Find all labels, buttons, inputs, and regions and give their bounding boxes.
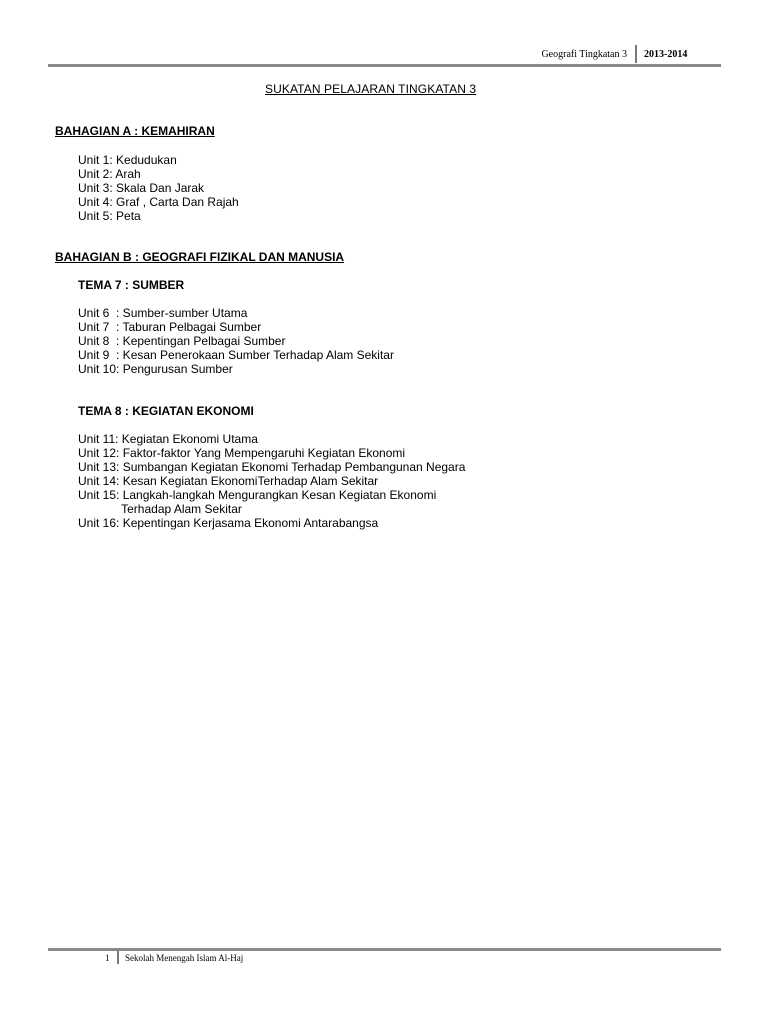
list-item: Unit 10: Pengurusan Sumber <box>78 362 233 376</box>
tema8-heading: TEMA 8 : KEGIATAN EKONOMI <box>78 404 254 418</box>
footer-rule <box>48 948 721 951</box>
section-heading-bahagian-b: BAHAGIAN B : GEOGRAFI FIZIKAL DAN MANUSIA <box>55 250 345 264</box>
tema7-heading: TEMA 7 : SUMBER <box>78 278 185 292</box>
tema7-unit-list <box>78 306 394 376</box>
list-item: Unit 11: Kegiatan Ekonomi Utama <box>78 432 258 446</box>
list-item: Unit 15: Langkah-langkah Mengurangkan Kesan Kegiatan Ekonomi <box>78 488 437 502</box>
header-subject: Geografi Tingkatan 3 <box>541 49 627 60</box>
list-item: Terhadap Alam Sekitar <box>78 502 242 516</box>
header-divider <box>635 45 637 63</box>
list-item: Unit 7 : Taburan Pelbagai Sumber <box>78 320 262 334</box>
header-rule <box>48 64 721 67</box>
list-item: Unit 12: Faktor-faktor Yang Mempengaruhi Kegiatan Ekonomi <box>78 446 406 460</box>
list-item: Unit 16: Kepentingan Kerjasama Ekonomi Antarabangsa <box>78 516 379 530</box>
list-item: Unit 4: Graf , Carta Dan Rajah <box>78 195 239 209</box>
section-heading-bahagian-a: BAHAGIAN A : KEMAHIRAN <box>55 124 215 138</box>
document-title: SUKATAN PELAJARAN TINGKATAN 3 <box>265 82 477 96</box>
list-item: Unit 9 : Kesan Penerokaan Sumber Terhadap Alam Sekitar <box>78 348 394 362</box>
footer-school-name: Sekolah Menengah Islam Al-Haj <box>125 953 244 963</box>
list-item: Unit 8 : Kepentingan Pelbagai Sumber <box>78 334 286 348</box>
list-item: Unit 6 : Sumber-sumber Utama <box>78 306 248 320</box>
list-item: Unit 5: Peta <box>78 209 141 223</box>
list-item: Unit 13: Sumbangan Kegiatan Ekonomi Terhadap Pembangunan Negara <box>78 460 466 474</box>
footer-divider <box>117 951 119 964</box>
list-item: Unit 1: Kedudukan <box>78 153 177 167</box>
header-year: 2013-2014 <box>644 49 688 60</box>
tema8-unit-list <box>78 432 465 530</box>
page-header <box>48 47 720 63</box>
list-item: Unit 14: Kesan Kegiatan EkonomiTerhadap Alam Sekitar <box>78 474 379 488</box>
list-item: Unit 2: Arah <box>78 167 141 181</box>
page-number: 1 <box>105 953 110 963</box>
list-item: Unit 3: Skala Dan Jarak <box>78 181 205 195</box>
bahagian-a-unit-list <box>78 153 239 223</box>
